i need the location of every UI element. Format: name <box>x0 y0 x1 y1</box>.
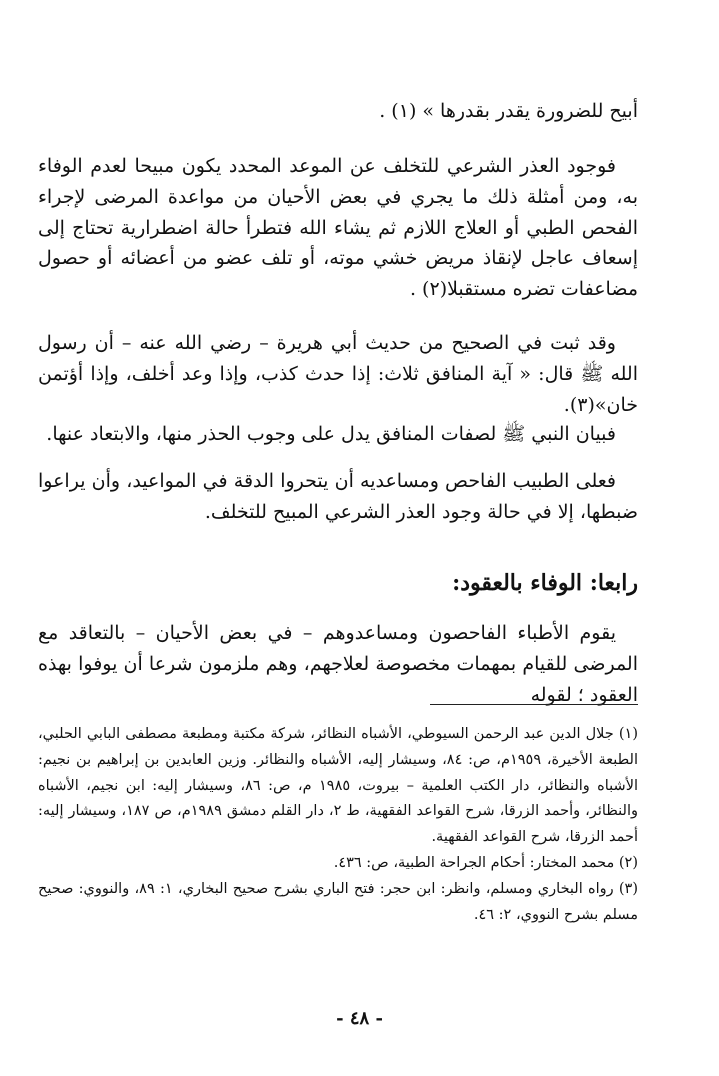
paragraph-1 <box>38 151 638 305</box>
paragraph-2 <box>38 328 638 420</box>
paragraph-text: فعلى الطبيب الفاحص ومساعديه أن يتحروا الدقة في المواعيد، وأن يراعوا ضبطها، إلا في حالة وجود العذر الشرعي المبيح للتخلف. <box>38 470 638 523</box>
paragraph-text: فوجود العذر الشرعي للتخلف عن الموعد المحدد يكون مبيحا لعدم الوفاء به، ومن أمثلة ذلك ما يجري في بعض الأحيان من مواعدة المرضى لإجراء الفحص الطبي أو العلاج اللازم ثم يشاء الله فتطرأ حالة اضطرارية تحتاج إلى إسعاف عاجل لإنقاذ مريض خشي موته، أو تلف عضو من أعضائه أو حصول مضاعفات تضره مستقبلا(٢) . <box>38 155 638 301</box>
paragraph-4 <box>38 466 638 528</box>
section-heading <box>38 568 638 599</box>
footnote-2: (٢) محمد المختار: أحكام الجراحة الطبية، ص: ٤٣٦. <box>333 854 638 871</box>
footnotes <box>38 722 638 928</box>
paragraph-text: وقد ثبت في الصحيح من حديث أبي هريرة – رضي الله عنه – أن رسول الله ﷺ قال: « آية المنافق ثلاث: إذا حدث كذب، وإذا وعد أخلف، وإذا أؤتمن خان»(٣). <box>38 332 638 416</box>
heading-text: رابعا: الوفاء بالعقود: <box>452 570 638 596</box>
footnote-3: (٣) رواه البخاري ومسلم، وانظر: ابن حجر: فتح الباري بشرح صحيح البخاري، ١: ٨٩، والنووي: صحيح مسلم بشرح النووي، ٢: ٤٦. <box>38 880 639 923</box>
paragraph-text: يقوم الأطباء الفاحصون ومساعدوهم – في بعض الأحيان – بالتعاقد مع المرضى للقيام بمهمات مخصوصة لعلاجهم، وهم ملزمون شرعا أن يوفوا بهذه العقود ؛ لقوله <box>38 622 638 706</box>
lead-text: أبيح للضرورة يقدر بقدرها » (١) . <box>379 100 638 122</box>
footnote-1: (١) جلال الدين عبد الرحمن السيوطي، الأشباه النظائر، شركة مكتبة ومطبعة مصطفى البابي الحلبي، الطبعة الأخيرة، ١٩٥٩م، ص: ٨٤، وسيشار إليه، الأشباه والنظائر. وزين العابدين بن إبراهيم بن نجيم: الأشباه والنظائر، دار الكتب العلمية – بيروت، ١٩٨٥ م، ص: ٨٦، وسيشار إليه: ابن نجيم، الأشباه والنظائر، وأحمد الزرقا، شرح القواعد الفقهية، ط ٢، دار القلم دمشق ١٩٨٩م، ص ١٨٧، وسيشار إليه: أحمد الزرقا، شرح القواعد الفقهية. <box>38 726 639 846</box>
paragraph-5 <box>38 618 638 710</box>
paragraph-3 <box>38 419 638 450</box>
page-number: - ٤٨ - <box>336 1008 383 1029</box>
paragraph-text: فبيان النبي ﷺ لصفات المنافق يدل على وجوب الحذر منها، والابتعاد عنها. <box>46 423 616 445</box>
lead-line <box>38 96 638 127</box>
footnote-divider <box>430 704 638 705</box>
